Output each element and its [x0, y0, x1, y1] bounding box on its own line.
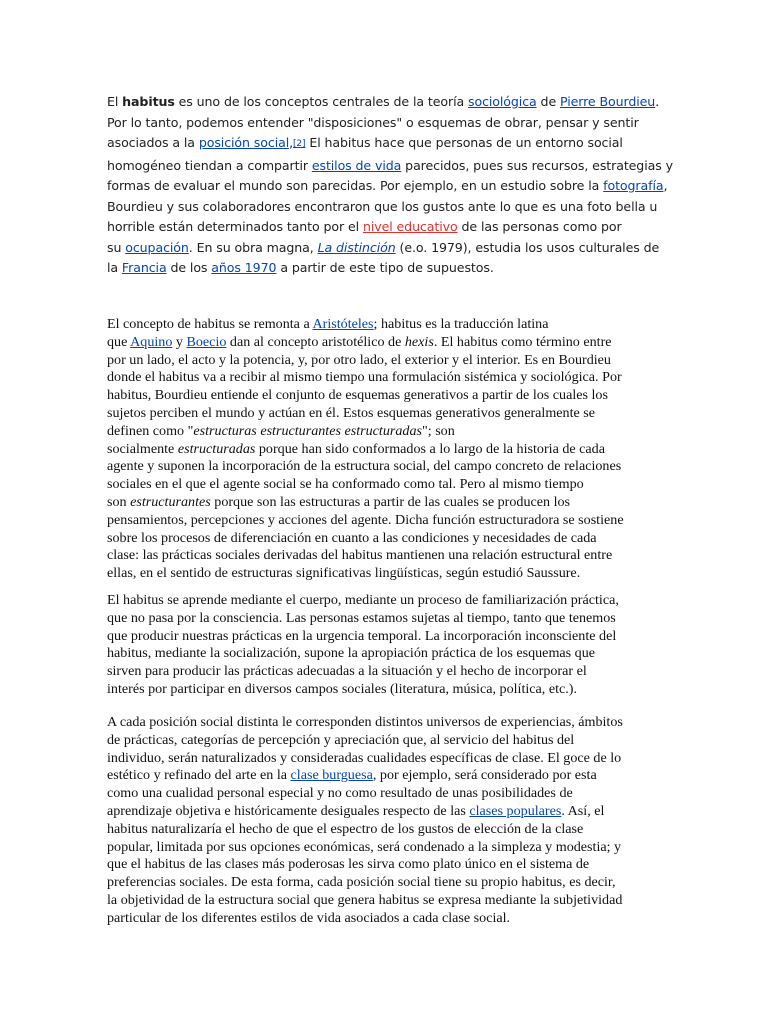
text-line — [107, 316, 663, 334]
link-sociologica[interactable]: sociológica — [468, 94, 537, 109]
link-estilos-de-vida[interactable]: estilos de vida — [311, 157, 402, 173]
paragraph-social-position — [107, 714, 663, 928]
text-line: habitus naturalizaría el hecho de que el espectro de los gustos de elección de la clase — [107, 820, 584, 837]
text-line — [107, 423, 663, 441]
text-line — [107, 334, 663, 352]
paragraph-intro — [107, 92, 673, 279]
text-line — [107, 156, 673, 177]
link-clase-burguesa[interactable]: clase burguesa — [290, 767, 373, 784]
text-line — [107, 217, 667, 238]
text-run: . — [655, 94, 660, 109]
bold-term: habitus — [122, 94, 175, 109]
text-line: que el habitus de las clases más poderosas les sirva como plato único en el sistema de — [107, 856, 590, 873]
italic-term: estructuradas — [177, 440, 256, 457]
text-line: habitus, Bourdieu entiende el conjunto de esquemas generativos a partir de los cuales los — [107, 387, 608, 404]
link-francia[interactable]: Francia — [121, 260, 167, 275]
link-aquino[interactable]: Aquino — [130, 333, 173, 350]
link-clases-populares[interactable]: clases populares — [469, 802, 562, 819]
text-run: porque han sido conformados a lo largo de la historia de cada — [255, 440, 605, 457]
text-line: como una cualidad personal especial y no como resultado de unas posibilidades de — [107, 785, 573, 802]
text-line: sirven para producir las prácticas adecuadas a la situación y el hecho de incorporar el — [107, 663, 587, 680]
text-run: a partir de este tipo de supuestos. — [276, 260, 494, 275]
text-run: . En su obra magna, — [188, 239, 318, 255]
text-line: preferencias sociales. De esta forma, cada posición social tiene su propio habitus, es decir, — [107, 874, 616, 891]
text-run: formas de evaluar el mundo son parecidas. Por ejemplo, en un estudio sobre la — [107, 178, 604, 193]
text-line: pensamientos, percepciones y acciones del agente. Dicha función estructuradora se sostiene — [107, 511, 624, 528]
italic-term: hexis — [404, 333, 434, 350]
text-run: asociados a la — [107, 135, 199, 150]
text-line — [107, 92, 667, 113]
text-run: horrible están determinados tanto por el — [107, 219, 363, 234]
text-line: sobre los procesos de diferenciación en cuanto a las condiciones y necesidades de cada — [107, 529, 597, 546]
text-line: sujetos perciben el mundo y actúan en él. Estos esquemas generativos generalmente se — [107, 404, 596, 421]
text-line — [107, 176, 667, 197]
text-line — [107, 767, 663, 785]
link-boecio[interactable]: Boecio — [186, 333, 227, 350]
text-line: habitus, mediante la socialización, supone la apropiación práctica de los esquemas que — [107, 645, 596, 662]
text-line: A cada posición social distinta le corresponden distintos universos de experiencias, ámbitos — [107, 714, 623, 730]
link-la-distincion[interactable]: La distinción — [317, 239, 396, 255]
link-ocupacion[interactable]: ocupación — [125, 239, 189, 255]
text-run: . Así, el — [561, 802, 605, 819]
text-line — [107, 258, 667, 279]
text-line — [107, 803, 663, 821]
link-nivel-educativo[interactable]: nivel educativo — [362, 219, 458, 234]
text-line: que producir nuestras prácticas en la urgencia temporal. La incorporación inconsciente del — [107, 627, 617, 644]
text-run: ; habitus es la traducción latina — [373, 316, 549, 332]
text-line: interés por participar en diversos campos sociales (literatura, música, política, etc.). — [107, 680, 578, 697]
text-run: . El habitus como término entre — [433, 333, 612, 350]
reference-link[interactable]: [2] — [293, 139, 306, 149]
text-run: su — [107, 239, 126, 255]
text-run: de las personas como por — [457, 219, 622, 234]
paragraph-origin — [107, 316, 663, 583]
text-line — [107, 441, 663, 459]
text-line: por un lado, el acto y la potencia, y, por otro lado, el exterior y el interior. Es en Bourdieu — [107, 351, 611, 368]
text-run: de los — [166, 260, 212, 275]
text-run: definen como " — [107, 422, 194, 439]
link-fotografia[interactable]: fotografía — [603, 178, 664, 193]
link-posicion-social[interactable]: posición social — [198, 135, 290, 150]
text-line: que no pasa por la consciencia. Las personas estamos sujetas al tiempo, tanto que tenemos — [107, 609, 616, 626]
text-line: individuo, serán naturalizados y consideradas cualidades específicas de clase. El goce de lo — [107, 749, 622, 766]
text-line — [107, 133, 667, 156]
text-run: porque son las estructuras a partir de las cuales se producen los — [210, 493, 571, 510]
text-line: popular, limitada por sus opciones económicas, será condenado a la simpleza y modestia; y — [107, 838, 622, 855]
text-run: , — [663, 178, 668, 193]
text-run: socialmente — [107, 440, 178, 457]
italic-term: estructurantes — [130, 493, 211, 510]
text-line: la objetividad de la estructura social que genera habitus se expresa mediante la subjetividad — [107, 891, 623, 908]
text-line: de prácticas, categorías de percepción y apreciación que, al servicio del habitus del — [107, 731, 575, 748]
text-run: , por ejemplo, será considerado por esta — [372, 767, 597, 784]
text-run: la — [107, 260, 122, 275]
text-run: El — [107, 94, 123, 109]
text-line — [107, 238, 667, 259]
text-run: "; son — [422, 422, 455, 439]
text-line: Por lo tanto, podemos entender "disposiciones" o esquemas de obrar, pensar y sentir — [107, 114, 639, 130]
text-run: homogéneo tiendan a compartir — [107, 157, 312, 173]
italic-term: estructuras estructurantes estructuradas — [193, 422, 422, 439]
paragraph-learning — [107, 592, 663, 699]
link-aristoteles[interactable]: Aristóteles — [312, 316, 374, 332]
text-line: agente y suponen la incorporación de la estructura social, del campo concreto de relaciones — [107, 458, 622, 475]
text-run: estético y refinado del arte en la — [107, 767, 291, 784]
text-run: es uno de los conceptos centrales de la teoría — [174, 94, 468, 109]
text-run: dan al concepto aristotélico de — [226, 333, 405, 350]
text-line — [107, 494, 663, 512]
text-line: donde el habitus va a recibir al mismo tiempo una formulación sistémica y sociológica. Por — [107, 369, 622, 386]
text-run: El habitus hace que personas de un entorno social — [305, 135, 623, 150]
text-line: particular de los diferentes estilos de vida asociados a cada clase social. — [107, 909, 511, 926]
link-anos-1970[interactable]: años 1970 — [211, 260, 277, 275]
text-run: son — [107, 493, 131, 510]
text-run: aprendizaje objetiva e históricamente desiguales respecto de las — [107, 802, 470, 819]
text-line: clase: las prácticas sociales derivadas del habitus mantienen una relación estructural entre — [107, 547, 613, 564]
link-pierre-bourdieu[interactable]: Pierre Bourdieu — [560, 94, 656, 109]
text-run: y — [172, 333, 187, 350]
text-run: , — [289, 135, 294, 150]
text-line: El habitus se aprende mediante el cuerpo, mediante un proceso de familiarización práctica, — [107, 592, 619, 608]
text-run: El concepto de habitus se remonta a — [107, 316, 313, 332]
text-line: ellas, en el sentido de estructuras significativas lingüísticas, según estudió Saussure. — [107, 565, 581, 582]
text-line: sociales en el que el agente social se ha conformado como tal. Pero al mismo tiempo — [107, 476, 584, 493]
text-run: (e.o. 1979), estudia los usos culturales de — [395, 239, 660, 255]
text-run: parecidos, pues sus recursos, estrategias y — [401, 157, 673, 173]
text-run: que — [107, 333, 131, 350]
text-line: Bourdieu y sus colaboradores encontraron que los gustos ante lo que es una foto bella u — [107, 198, 658, 214]
text-run: de — [536, 94, 560, 109]
